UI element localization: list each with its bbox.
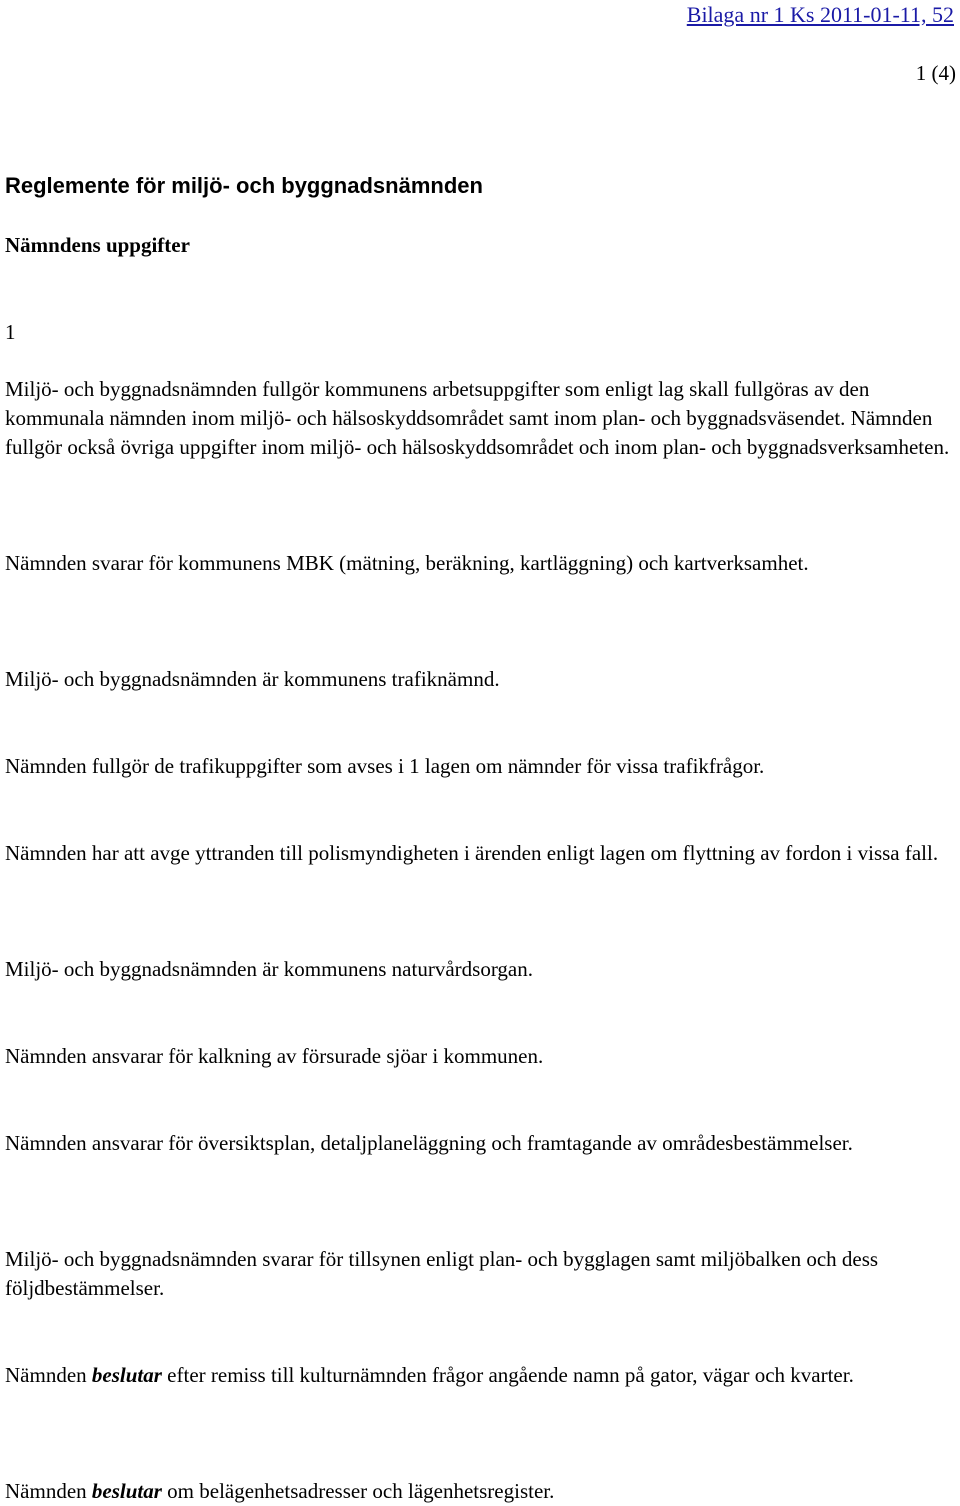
page-number: 1 (4) — [915, 61, 956, 85]
document-title: Reglemente för miljö- och byggnadsnämnden — [5, 173, 483, 198]
paragraph-6: Miljö- och byggnadsnämnden är kommunens naturvårdsorgan. — [5, 957, 534, 981]
paragraph-11-text-end: om belägenhetsadresser och lägenhetsregister. — [161, 1479, 555, 1503]
paragraph-4-text-start: Nämnden fullgör de trafikuppgifter som avses i 1 — [5, 754, 425, 778]
emphasized-word: beslutar — [91, 1479, 162, 1503]
paragraph-3: Miljö- och byggnadsnämnden är kommunens trafiknämnd. — [5, 667, 500, 691]
emphasized-word: beslutar — [91, 1363, 162, 1387]
paragraph-10-text-end: efter remiss till kulturnämnden frågor angående namn på gator, vägar och kvarter. — [161, 1363, 854, 1387]
attachment-reference-link[interactable]: Bilaga nr 1 Ks 2011-01-11, 52 — [686, 2, 954, 27]
paragraph-marker — [5, 318, 16, 346]
section-heading: Nämndens uppgifter — [5, 233, 190, 257]
paragraph-2: Nämnden svarar för kommunens MBK (mätning, beräkning, kartläggning) och kartverksamhet. — [5, 551, 809, 575]
paragraph-4 — [5, 752, 950, 781]
paragraph-5: Nämnden har att avge yttranden till polismyndigheten i ärenden enligt lagen om flyttning av fordon i vissa fall. — [5, 841, 939, 865]
paragraph-1: Miljö- och byggnadsnämnden fullgör kommunens arbetsuppgifter som enligt lag skall fullgöras av den kommunala nämnden inom miljö- och hälsoskyddsområdet samt inom plan- och byggnadsväsendet. Nämnden fullgör också övriga uppgifter inom miljö- och hälsoskyddsområdet och inom plan- och byggnadsverksamheten. — [5, 377, 950, 459]
paragraph-8: Nämnden ansvarar för översiktsplan, detaljplaneläggning och framtagande av områdesbestämmelser. — [5, 1131, 853, 1155]
paragraph-10 — [5, 1361, 950, 1390]
paragraph-4-text-end: lagen om nämnder för vissa trafikfrågor. — [424, 754, 765, 778]
paragraph-9: Miljö- och byggnadsnämnden svarar för tillsynen enligt plan- och bygglagen samt miljöbalken och dess följdbestämmelser. — [5, 1247, 879, 1300]
paragraph-11 — [5, 1477, 950, 1506]
paragraph-7: Nämnden ansvarar för kalkning av försurade sjöar i kommunen. — [5, 1044, 544, 1068]
paragraph-11-text-start: Nämnden — [5, 1479, 92, 1503]
paragraph-10-text-start: Nämnden — [5, 1363, 92, 1387]
paragraph-number: 1 — [5, 320, 16, 344]
